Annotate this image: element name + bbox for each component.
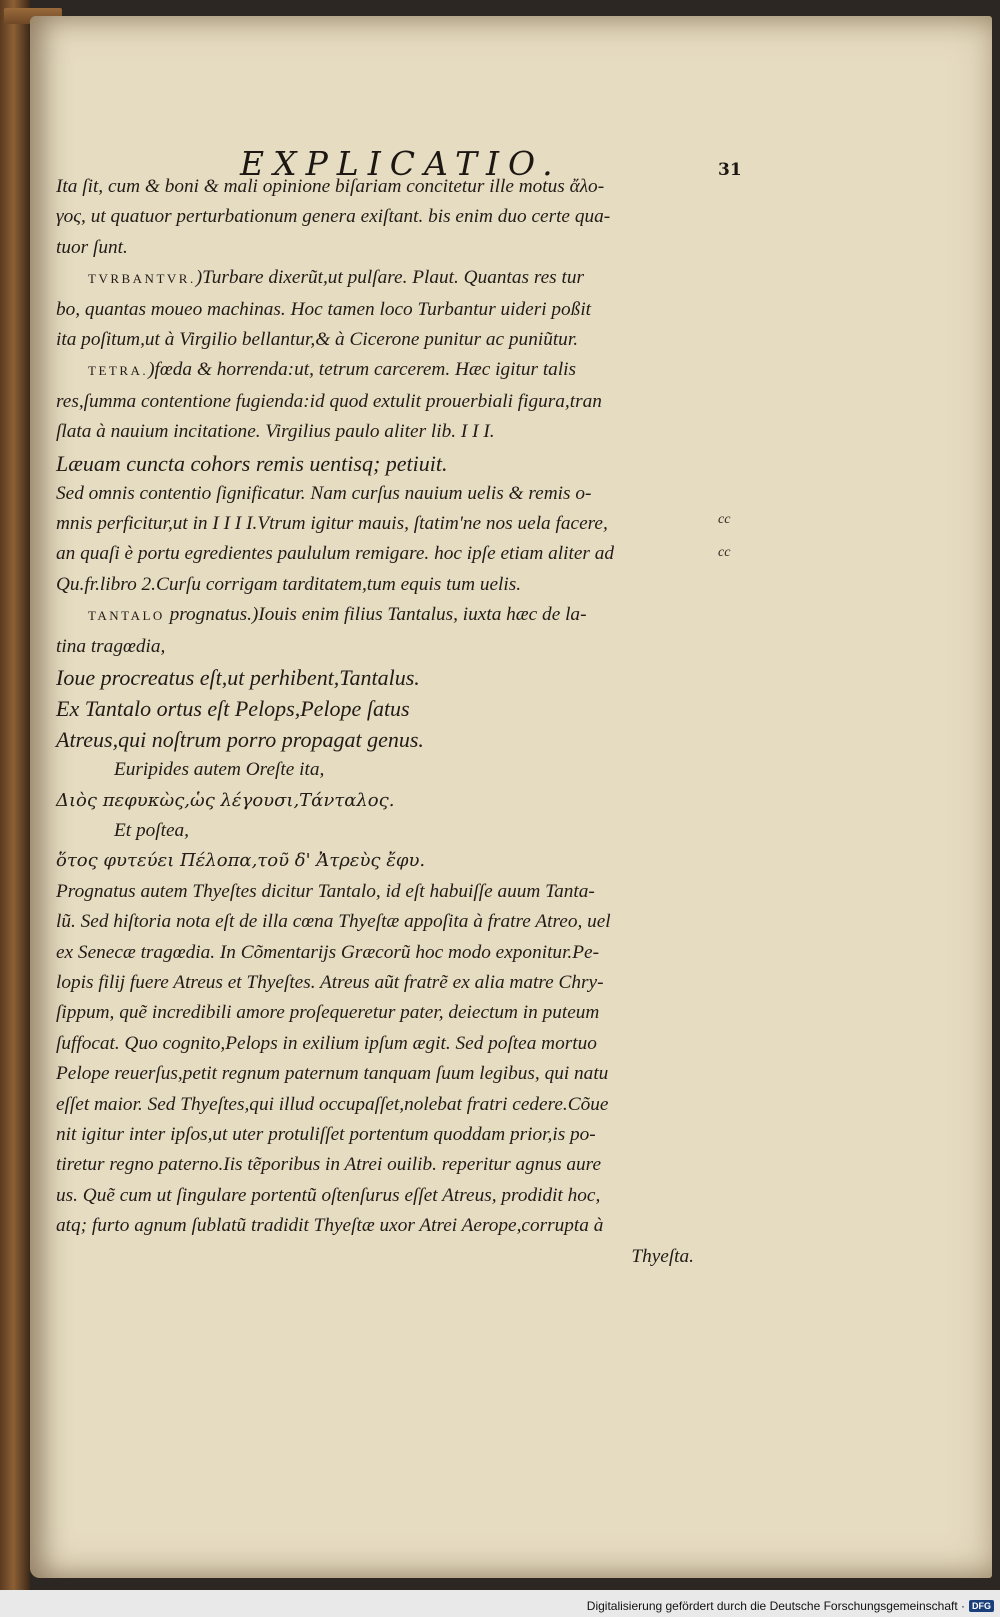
text-line bbox=[56, 968, 724, 998]
text-block bbox=[56, 172, 724, 1272]
line-text: tiretur regno paterno.Iis tẽporibus in Atrei ouilib. reperitur agnus aure bbox=[56, 1154, 602, 1176]
text-line bbox=[56, 1211, 724, 1241]
text-line bbox=[56, 1029, 724, 1059]
line-text: Ioue procreatus eſt,ut perhibent,Tantalus. bbox=[56, 665, 420, 691]
text-line bbox=[56, 693, 724, 724]
line-text: Ita ſit, cum & boni & mali opinione biſariam concitetur ille motus ἄλο- bbox=[56, 176, 605, 197]
line-text: Sed omnis contentio ſignificatur. Nam curſus nauium uelis & remis o- bbox=[56, 482, 592, 504]
text-line bbox=[56, 202, 724, 232]
text-line bbox=[56, 755, 724, 785]
line-text: Ex Tantalo ortus eſt Pelops,Pelope ſatus bbox=[56, 696, 410, 722]
book-spine bbox=[0, 0, 30, 1590]
dfg-logo: DFG bbox=[969, 1600, 994, 1612]
text-line bbox=[56, 786, 724, 816]
footer-text: Digitalisierung gefördert durch die Deutsche Forschungsgemeinschaft · bbox=[586, 1599, 965, 1613]
line-text: Atreus,qui noſtrum porro propagat genus. bbox=[56, 727, 424, 753]
line-text: atq; furto agnum ſublatũ tradidit Thyeſtæ uxor Atrei Aerope,corrupta à bbox=[56, 1215, 604, 1237]
text-line bbox=[56, 1090, 724, 1120]
line-text: ita poſitum,ut à Virgilio bellantur,& à Cicerone punitur ac puniũtur. bbox=[56, 329, 579, 351]
text-line bbox=[56, 479, 724, 509]
line-text: γος, ut quatuor perturbationum genera exiſtant. bis enim duo certe qua- bbox=[56, 206, 611, 228]
text-line bbox=[56, 1150, 724, 1180]
text-line bbox=[56, 998, 724, 1028]
text-line bbox=[56, 877, 724, 907]
line-text: mnis perficitur,ut in I I I I.Vtrum igitur mauis, ſtatim'ne nos uela facere, bbox=[56, 513, 608, 535]
text-line bbox=[56, 539, 724, 569]
text-line bbox=[56, 632, 724, 662]
text-line bbox=[56, 448, 724, 479]
line-text: lopis filij fuere Atreus et Thyeſtes. Atreus aũt fratrẽ ex alia matre Chry- bbox=[56, 971, 604, 993]
line-text: )Turbare dixerũt,ut pulſare. Plaut. Quantas res tur bbox=[195, 267, 585, 289]
margin-note: cc bbox=[718, 545, 731, 560]
line-text: Prognatus autem Thyeſtes dicitur Tantalo, id eſt habuiſſe auum Tanta- bbox=[56, 880, 595, 902]
line-text: )fœda & horrenda:ut, tetrum carcerem. Hæc igitur talis bbox=[148, 359, 577, 381]
lemma: TANTALO bbox=[88, 608, 165, 624]
text-line bbox=[56, 263, 724, 294]
lemma: TVRBANTVR. bbox=[88, 271, 196, 287]
running-head: EXPLICATIO. bbox=[240, 144, 562, 183]
footer-credit bbox=[587, 1599, 994, 1613]
lemma: TETRA. bbox=[88, 363, 149, 379]
margin-note: cc bbox=[718, 512, 731, 527]
text-line bbox=[56, 509, 724, 539]
line-text: eſſet maior. Sed Thyeſtes,qui illud occupaſſet,nolebat fratri cedere.Cõue bbox=[56, 1093, 609, 1115]
line-text: lũ. Sed hiſtoria nota eſt de illa cœna Thyeſtæ appoſita à fratre Atreo, uel bbox=[56, 911, 611, 933]
text-line bbox=[56, 233, 724, 263]
text-line bbox=[56, 1059, 724, 1089]
line-text: Euripides autem Oreſte ita, bbox=[114, 759, 325, 781]
text-line bbox=[56, 387, 724, 417]
line-text: res,ſumma contentione fugienda:id quod extulit prouerbiali figura,tran bbox=[56, 390, 602, 412]
line-text: Et poſtea, bbox=[114, 819, 189, 841]
line-text: ſippum, quẽ incredibili amore proſequeretur pater, deiectum in puteum bbox=[56, 1002, 600, 1024]
line-text: ſlata à nauium incitatione. Virgilius paulo aliter lib. I I I. bbox=[56, 421, 495, 443]
text-line bbox=[56, 600, 724, 631]
text-line bbox=[56, 938, 724, 968]
text-line bbox=[56, 295, 724, 325]
text-line bbox=[56, 325, 724, 355]
line-text: Διὸς πεφυκὼς,ὡς λέγουσι,Τάνταλος. bbox=[56, 789, 395, 811]
folio-number: 31 bbox=[718, 160, 742, 180]
text-line bbox=[56, 907, 724, 937]
text-line bbox=[56, 662, 724, 693]
text-line bbox=[56, 570, 724, 600]
line-text: Qu.fr.libro 2.Curſu corrigam tarditatem,tum equis tum uelis. bbox=[56, 573, 522, 595]
line-text: nit igitur inter ipſos,ut uter protuliſſet portentum quoddam prior,is po- bbox=[56, 1123, 596, 1145]
line-text: ſuffocat. Quo cognito,Pelops in exilium ipſum ægit. Sed poſtea mortuo bbox=[56, 1032, 597, 1054]
text-line bbox=[56, 816, 724, 846]
text-line bbox=[56, 846, 724, 876]
line-text: tuor ſunt. bbox=[56, 236, 128, 258]
text-line bbox=[56, 417, 724, 447]
text-line bbox=[56, 1242, 724, 1272]
text-line bbox=[56, 724, 724, 755]
text-line bbox=[56, 1181, 724, 1211]
line-text: Pelope reuerſus,petit regnum paternum tanquam ſuum legibus, qui natu bbox=[56, 1063, 609, 1085]
line-text: us. Quẽ cum ut ſingulare portentũ oſtenſurus eſſet Atreus, prodidit hoc, bbox=[56, 1184, 601, 1206]
line-text: Thyeſta. bbox=[631, 1245, 694, 1267]
line-text: tina tragœdia, bbox=[56, 635, 166, 657]
text-line bbox=[56, 1120, 724, 1150]
text-line bbox=[56, 355, 724, 386]
line-text: ex Senecæ tragœdia. In Cõmentarijs Græcorũ hoc modo exponitur.Pe- bbox=[56, 941, 600, 963]
line-text: an quaſi è portu egredientes paululum remigare. hoc ipſe etiam aliter ad bbox=[56, 543, 614, 565]
line-text: prognatus.)Iouis enim filius Tantalus, iuxta hæc de la- bbox=[164, 604, 587, 626]
line-text: ὅτος φυτεύει Πέλοπα,τοῦ δ' Ἀτρεὺς ἔφυ. bbox=[56, 850, 426, 872]
text-line bbox=[56, 172, 724, 202]
line-text: bo, quantas moueo machinas. Hoc tamen loco Turbantur uideri poßit bbox=[56, 298, 592, 320]
line-text: Læuam cuncta cohors remis uentisq; petiuit. bbox=[56, 450, 448, 476]
